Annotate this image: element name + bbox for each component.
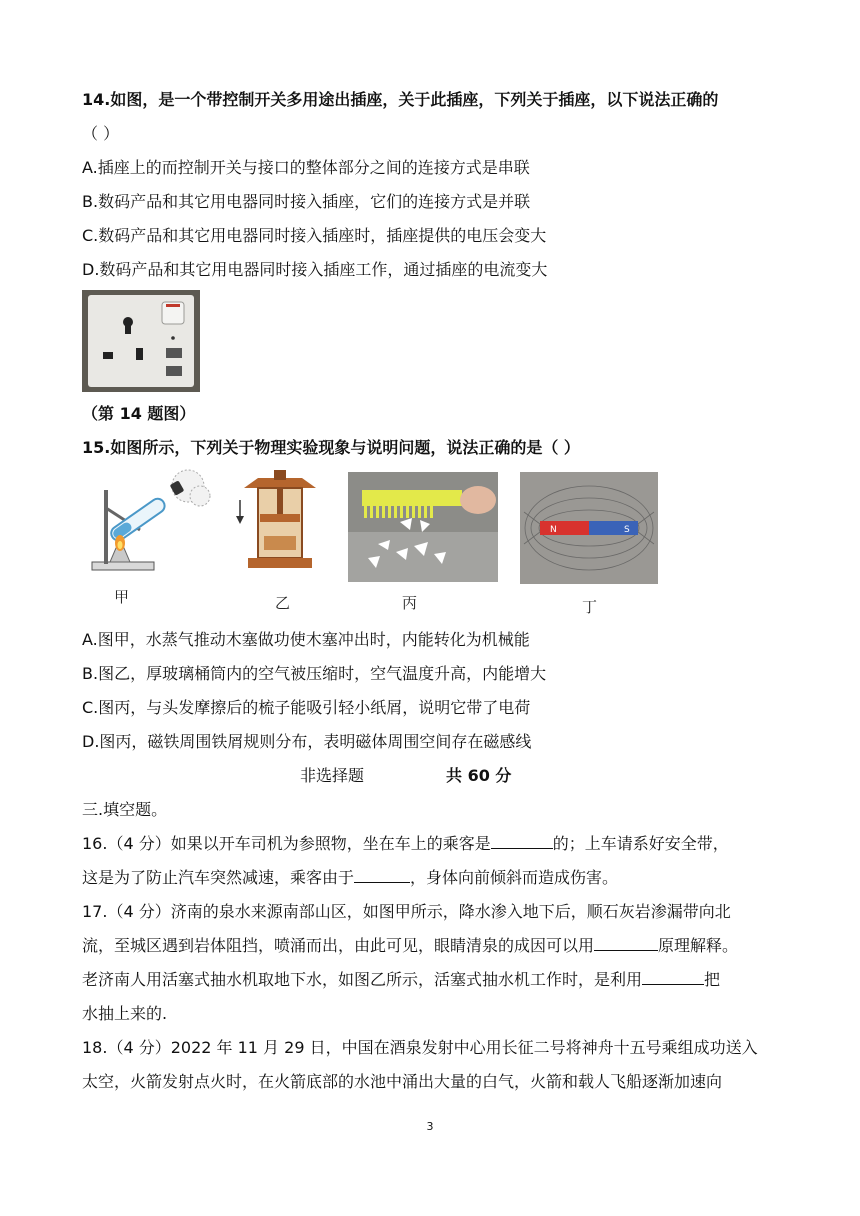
q16-line-2	[82, 868, 618, 888]
q17-text-3b: 把	[704, 970, 721, 989]
figure-label-ding: 丁	[582, 598, 598, 616]
q15-option-b: B.图乙，厚玻璃桶筒内的空气被压缩时，空气温度升高，内能增大	[82, 664, 547, 683]
q17-line-2	[82, 936, 738, 956]
q15-option-c: C.图丙，与头发摩擦后的梳子能吸引轻小纸屑，说明它带了电荷	[82, 698, 531, 717]
q14-bracket: （ ）	[82, 124, 120, 143]
q17-text-2a: 流，至城区遇到岩体阻挡，喷涌而出，由此可见，眼睛清泉的成因可以用	[82, 936, 595, 955]
figure-jia-cork-experiment	[88, 468, 216, 578]
q16-text-2b: ，身体向前倾斜而造成伤害。	[410, 868, 619, 887]
section-title: 非选择题	[300, 766, 365, 785]
section-score: 共 60 分	[446, 766, 512, 785]
q18-line-1: 18.（4 分）2022 年 11 月 29 日，中国在酒泉发射中心用长征二号将神舟十五号乘组成功送入	[82, 1038, 758, 1057]
q16-text-2a: 这是为了防止汽车突然减速，乘客由于	[82, 868, 355, 887]
q14-option-b: B.数码产品和其它用电器同时接入插座，它们的连接方式是并联	[82, 192, 531, 211]
q16-blank-2[interactable]	[354, 868, 410, 883]
q17-text-3a: 老济南人用活塞式抽水机取地下水，如图乙所示，活塞式抽水机工作时，是利用	[82, 970, 643, 989]
q16-line-1	[82, 834, 729, 854]
q18-line-2: 太空，火箭发射点火时，在火箭底部的水池中涌出大量的白气，火箭和载人飞船逐渐加速向	[82, 1072, 723, 1091]
page-number: 3	[426, 1120, 434, 1133]
q17-line-4: 水抽上来的.	[82, 1004, 168, 1023]
q15-option-d: D.图丙，磁铁周围铁屑规则分布，表明磁体周围空间存在磁感线	[82, 732, 532, 751]
q14-stem: 14.如图，是一个带控制开关多用途出插座，关于此插座，下列关于插座，以下说法正确的	[82, 90, 719, 109]
q17-text-2b: 原理解释。	[658, 936, 739, 955]
q17-line-1: 17.（4 分）济南的泉水来源南部山区，如图甲所示，降水渗入地下后，顺石灰岩渗漏带向北	[82, 902, 731, 921]
magnet-label-n: N	[550, 525, 557, 535]
q15-stem: 15.如图所示，下列关于物理实验现象与说明问题，说法正确的是（ ）	[82, 438, 580, 457]
q17-blank-2[interactable]	[642, 970, 704, 985]
q14-figure-caption: （第 14 题图）	[82, 404, 196, 423]
magnet-label-s: S	[624, 525, 630, 535]
socket-figure	[82, 290, 200, 392]
figure-yi-compression-cylinder	[230, 470, 330, 580]
figure-bing-comb-paper	[348, 472, 498, 582]
q16-text-1b: 的；上车请系好安全带，	[552, 834, 729, 853]
q16-blank-1[interactable]	[491, 834, 553, 849]
q16-text-1a: 16.（4 分）如果以开车司机为参照物，坐在车上的乘客是	[82, 834, 491, 853]
q14-option-d: D.数码产品和其它用电器同时接入插座工作，通过插座的电流变大	[82, 260, 548, 279]
q17-blank-1[interactable]	[594, 936, 658, 951]
figure-ding-magnet-filings	[520, 472, 658, 584]
q17-line-3	[82, 970, 720, 990]
figure-label-bing: 丙	[402, 594, 418, 612]
figure-label-jia: 甲	[114, 588, 130, 606]
q15-option-a: A.图甲，水蒸气推动木塞做功使木塞冲出时，内能转化为机械能	[82, 630, 530, 649]
figure-label-yi: 乙	[275, 594, 291, 612]
q14-option-a: A.插座上的而控制开关与接口的整体部分之间的连接方式是串联	[82, 158, 530, 177]
q14-option-c: C.数码产品和其它用电器同时接入插座时，插座提供的电压会变大	[82, 226, 547, 245]
section-heading: 三.填空题。	[82, 800, 168, 819]
